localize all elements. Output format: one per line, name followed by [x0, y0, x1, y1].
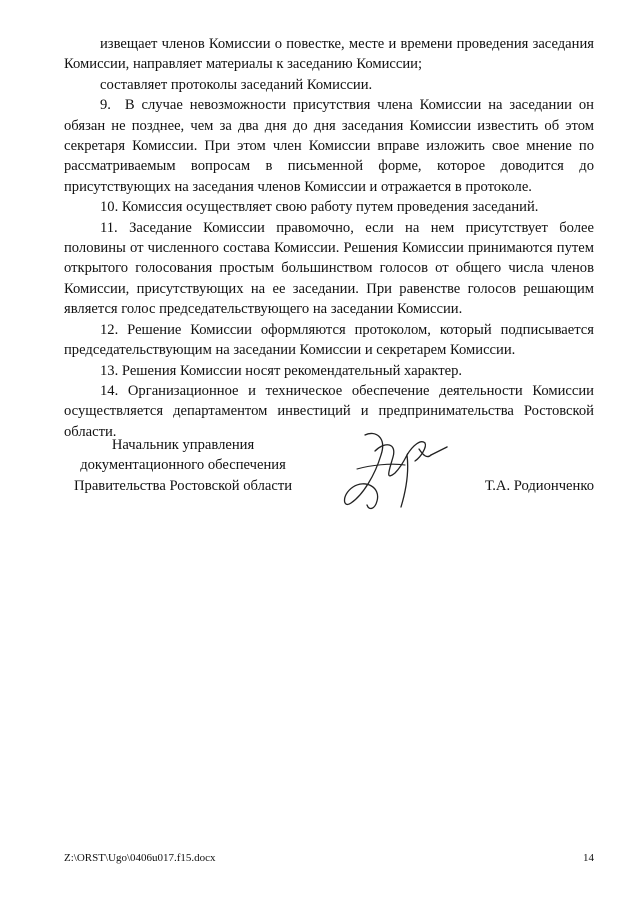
page-number: 14: [583, 852, 594, 864]
signatory-title-line: Правительства Ростовской области: [73, 477, 293, 494]
paragraph: 9. В случае невозможности присутствия члена Комиссии на заседании он обязан не позднее, чем за два дня до дня заседания Комиссии известить об этом секретаря Комиссии. При этом член Комиссии вправе изложить свое мнение по рассматриваемым вопросам в письменной форме, которое доводится до присутствующих на заседания членов Комиссии и отражается в протоколе.: [64, 97, 594, 195]
document-body: [64, 34, 594, 442]
paragraph: 12. Решение Комиссии оформляются протоколом, который подписывается председательствующим на заседании Комиссии и секретарем Комиссии.: [64, 321, 594, 359]
signatory-title: [64, 435, 302, 496]
signatory-title-line: документационного обеспечения: [80, 457, 286, 474]
paragraph: 10. Комиссия осуществляет свою работу путем проведения заседаний.: [100, 199, 539, 216]
paragraph: 11. Заседание Комиссии правомочно, если на нем присутствует более половины от численного состава Комиссии. Решения Комиссии принимаются путем открытого голосования простым большинством голосов от общего числа членов Комиссии, присутствующих на ее заседании. При равенстве голосов решающим является голос председательствующего на заседании Комиссии.: [64, 219, 594, 318]
footer-file-path: Z:\ORST\Ugo\0406u017.f15.docx: [64, 852, 216, 864]
paragraph: извещает членов Комиссии о повестке, месте и времени проведения заседания Комиссии, направляет материалы к заседанию Комиссии;: [64, 36, 594, 73]
paragraph: составляет протоколы заседаний Комиссии.: [100, 76, 373, 93]
paragraph: 13. Решения Комиссии носят рекомендательный характер.: [100, 362, 463, 379]
paragraph: 14. Организационное и техническое обеспечение деятельности Комиссии осуществляется департаментом инвестиций и предпринимательства Ростовской области.: [64, 382, 594, 440]
signatory-title-line: Начальник управления: [111, 437, 255, 453]
handwritten-signature: [335, 425, 455, 520]
signatory-name: Т.А. Родионченко: [484, 478, 594, 494]
